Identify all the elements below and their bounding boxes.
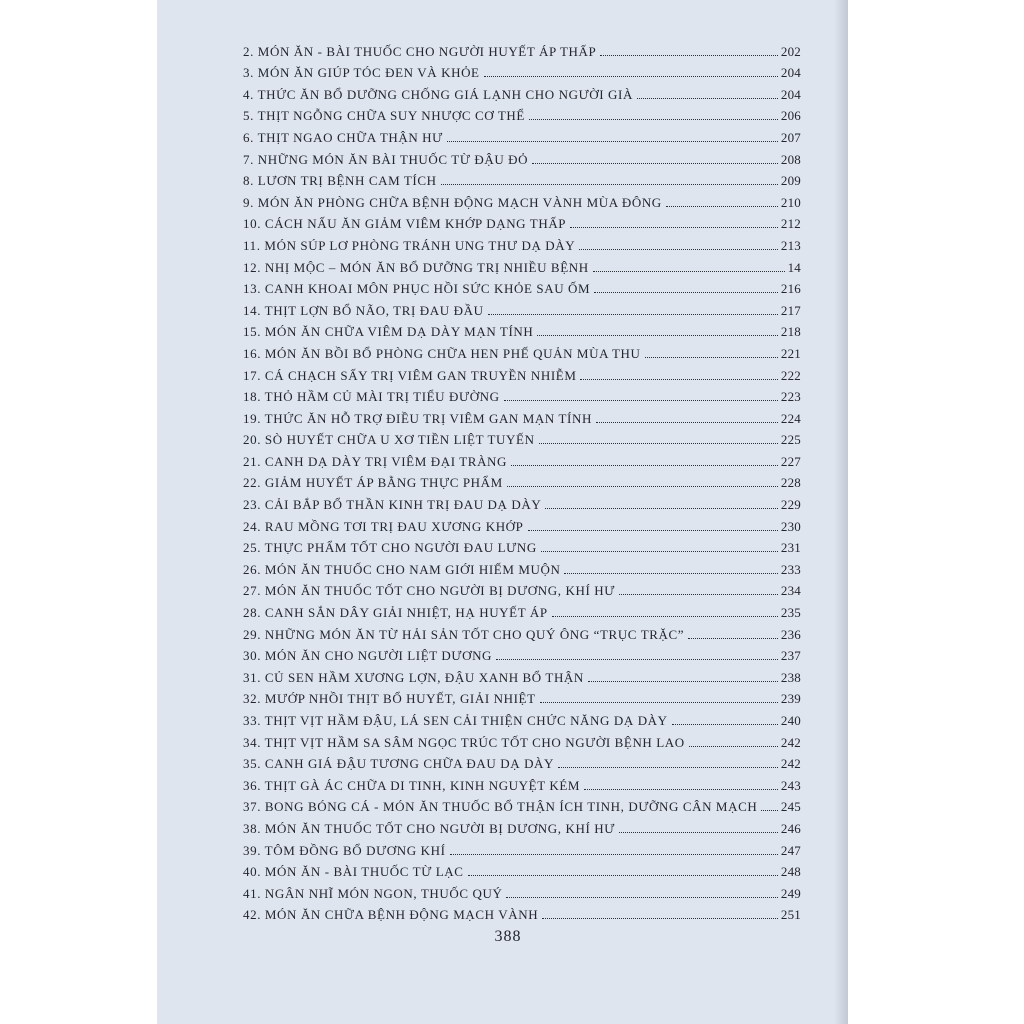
toc-entry-title: 27. MÓN ĂN THUỐC TỐT CHO NGƯỜI BỊ DƯƠNG, KHÍ HƯ: [243, 583, 615, 599]
dot-leader: [541, 551, 778, 552]
toc-entry: [243, 81, 801, 103]
dot-leader: [645, 357, 778, 358]
toc-entry-page: 249: [780, 885, 801, 901]
toc-entry-title: 6. THỊT NGAO CHỮA THẬN HƯ: [243, 129, 443, 145]
toc-entry: [243, 772, 801, 794]
toc-entry: [243, 232, 801, 254]
dot-leader: [619, 594, 778, 595]
toc-entry-title: 23. CẢI BẮP BỔ THẦN KINH TRỊ ĐAU DẠ DÀY: [243, 497, 542, 513]
toc-entry: [243, 276, 801, 298]
dot-leader: [511, 465, 778, 466]
toc-entry-title: 37. BONG BÓNG CÁ - MÓN ĂN THUỐC BỔ THẬN ÍCH TINH, DƯỠNG CÂN MẠCH: [243, 799, 758, 815]
toc-entry: [243, 297, 801, 319]
toc-entry-title: 32. MƯỚP NHỒI THỊT BỔ HUYẾT, GIẢI NHIỆT: [243, 691, 536, 707]
toc-entry-title: 2. MÓN ĂN - BÀI THUỐC CHO NGƯỜI HUYẾT ÁP THẤP: [243, 43, 597, 59]
toc-entry-page: 228: [780, 475, 801, 491]
dot-leader: [545, 508, 778, 509]
toc-entry: [243, 535, 801, 557]
toc-entry-page: 246: [780, 820, 801, 836]
dot-leader: [537, 335, 778, 336]
toc-entry-title: 13. CANH KHOAI MÔN PHỤC HỒI SỨC KHỎE SAU ỐM: [243, 281, 591, 297]
toc-entry-page: 222: [780, 367, 801, 383]
table-of-contents: [243, 38, 801, 923]
toc-entry-page: 14: [787, 259, 801, 275]
toc-entry-page: 242: [780, 734, 801, 750]
toc-entry: [243, 794, 801, 816]
toc-entry-title: 33. THỊT VỊT HẦM ĐẬU, LÁ SEN CẢI THIỆN CHỨC NĂNG DẠ DÀY: [243, 713, 668, 728]
toc-entry-title: 10. CÁCH NẤU ĂN GIẢM VIÊM KHỚP DẠNG THẤP: [243, 216, 567, 232]
toc-entry-page: 209: [780, 173, 801, 189]
toc-entry-page: 230: [780, 518, 801, 534]
toc-entry-page: 221: [780, 345, 801, 361]
toc-entry: [243, 686, 801, 708]
toc-entry: [243, 815, 801, 837]
toc-entry-title: 42. MÓN ĂN CHỮA BỆNH ĐỘNG MẠCH VÀNH: [243, 907, 539, 923]
toc-entry: [243, 902, 801, 924]
toc-entry-page: 247: [780, 842, 801, 858]
dot-leader: [600, 55, 778, 56]
toc-entry-title: 14. THỊT LỢN BỔ NÃO, TRỊ ĐAU ĐẦU: [243, 302, 484, 318]
dot-leader: [468, 875, 778, 876]
toc-entry-title: 40. MÓN ĂN - BÀI THUỐC TỪ LẠC: [243, 864, 464, 880]
toc-entry: [243, 146, 801, 168]
toc-entry-page: 233: [780, 561, 801, 577]
toc-entry-title: 30. MÓN ĂN CHO NGƯỜI LIỆT DƯƠNG: [243, 648, 493, 664]
dot-leader: [552, 616, 778, 617]
toc-entry-title: 7. NHỮNG MÓN ĂN BÀI THUỐC TỪ ĐẬU ĐỎ: [243, 151, 529, 167]
dot-leader: [496, 659, 778, 660]
toc-entry: [243, 211, 801, 233]
toc-entry-title: 18. THỎ HẦM CỦ MÀI TRỊ TIỂU ĐƯỜNG: [243, 389, 500, 405]
toc-entry-title: 8. LƯƠN TRỊ BỆNH CAM TÍCH: [243, 173, 437, 189]
toc-entry-page: 245: [780, 799, 801, 815]
toc-entry-title: 34. THỊT VỊT HẦM SA SÂM NGỌC TRÚC TỐT CHO NGƯỜI BỆNH LAO: [243, 734, 685, 750]
toc-entry-page: 204: [780, 65, 801, 81]
dot-leader: [558, 767, 778, 768]
toc-entry-page: 234: [780, 583, 801, 599]
toc-entry: [243, 448, 801, 470]
toc-entry-page: 216: [780, 281, 801, 297]
toc-entry-page: 218: [780, 324, 801, 340]
dot-leader: [596, 422, 778, 423]
toc-entry-title: 3. MÓN ĂN GIÚP TÓC ĐEN VÀ KHỎE: [243, 65, 480, 81]
toc-entry: [243, 189, 801, 211]
toc-entry-page: 224: [780, 410, 801, 426]
toc-entry-page: 240: [780, 713, 801, 728]
dot-leader: [540, 702, 778, 703]
toc-entry-page: 239: [780, 691, 801, 707]
background-left: [0, 0, 157, 1024]
toc-entry: [243, 254, 801, 276]
toc-entry-page: 248: [780, 864, 801, 880]
toc-entry-title: 4. THỨC ĂN BỔ DƯỠNG CHỐNG GIÁ LẠNH CHO NGƯỜI GIÀ: [243, 86, 633, 102]
toc-entry-page: 213: [780, 237, 801, 253]
toc-entry-page: 204: [780, 86, 801, 102]
toc-entry-page: 225: [780, 432, 801, 448]
dot-leader: [450, 854, 778, 855]
dot-leader: [528, 530, 778, 531]
toc-entry-title: 31. CỦ SEN HẦM XƯƠNG LỢN, ĐẬU XANH BỔ THẬN: [243, 669, 584, 685]
toc-entry-title: 12. NHỊ MỘC – MÓN ĂN BỔ DƯỠNG TRỊ NHIỀU BỆNH: [243, 259, 589, 275]
toc-entry-title: 29. NHỮNG MÓN ĂN TỪ HẢI SẢN TỐT CHO QUÝ ÔNG “TRỤC TRẶC”: [243, 626, 685, 642]
dot-leader: [584, 789, 778, 790]
toc-entry: [243, 491, 801, 513]
toc-entry: [243, 556, 801, 578]
dot-leader: [619, 832, 778, 833]
toc-entry-page: 208: [780, 151, 801, 167]
toc-entry-page: 206: [780, 108, 801, 124]
dot-leader: [447, 141, 778, 142]
toc-entry-page: 223: [780, 389, 801, 405]
toc-entry-title: 35. CANH GIÁ ĐẬU TƯƠNG CHỮA ĐAU DẠ DÀY: [243, 756, 555, 772]
toc-entry-title: 39. TÔM ĐỒNG BỔ DƯƠNG KHÍ: [243, 842, 446, 858]
toc-entry: [243, 837, 801, 859]
toc-entry: [243, 643, 801, 665]
dot-leader: [504, 400, 778, 401]
dot-leader: [488, 314, 778, 315]
toc-entry: [243, 859, 801, 881]
toc-entry-title: 9. MÓN ĂN PHÒNG CHỮA BỆNH ĐỘNG MẠCH VÀNH MÙA ĐÔNG: [243, 194, 662, 210]
toc-entry-page: 237: [780, 648, 801, 664]
toc-entry: [243, 362, 801, 384]
toc-entry: [243, 124, 801, 146]
toc-entry: [243, 103, 801, 125]
dot-leader: [484, 76, 778, 77]
dot-leader: [539, 443, 778, 444]
toc-entry-title: 20. SÒ HUYẾT CHỮA U XƠ TIỀN LIỆT TUYẾN: [243, 432, 535, 448]
toc-entry-title: 41. NGÂN NHĨ MÓN NGON, THUỐC QUÝ: [243, 885, 503, 901]
dot-leader: [441, 184, 778, 185]
toc-entry-title: 11. MÓN SÚP LƠ PHÒNG TRÁNH UNG THƯ DẠ DÀY: [243, 237, 576, 253]
toc-entry-page: 212: [780, 216, 801, 232]
dot-leader: [688, 638, 778, 639]
toc-entry-page: 210: [780, 194, 801, 210]
dot-leader: [672, 724, 778, 725]
toc-entry-page: 229: [780, 497, 801, 513]
dot-leader: [570, 227, 778, 228]
toc-entry-page: 238: [780, 669, 801, 685]
page-number: 388: [494, 928, 522, 945]
toc-entry: [243, 470, 801, 492]
toc-entry-title: 26. MÓN ĂN THUỐC CHO NAM GIỚI HIẾM MUỘN: [243, 561, 561, 577]
dot-leader: [761, 810, 778, 811]
dot-leader: [689, 746, 778, 747]
toc-entry: [243, 578, 801, 600]
toc-entry-title: 25. THỰC PHẨM TỐT CHO NGƯỜI ĐAU LƯNG: [243, 540, 537, 556]
toc-entry-title: 17. CÁ CHẠCH SẤY TRỊ VIÊM GAN TRUYỀN NHIỄM: [243, 367, 577, 383]
toc-entry: [243, 664, 801, 686]
toc-entry-page: 207: [780, 129, 801, 145]
dot-leader: [529, 119, 778, 120]
toc-entry: [243, 319, 801, 341]
toc-entry: [243, 38, 801, 60]
toc-entry-title: 36. THỊT GÀ ÁC CHỮA DI TINH, KINH NGUYỆT KÉM: [243, 777, 581, 793]
toc-entry-page: 251: [780, 907, 801, 923]
toc-entry-page: 243: [780, 777, 801, 793]
toc-entry: [243, 729, 801, 751]
dot-leader: [506, 897, 777, 898]
toc-entry-page: 235: [780, 605, 801, 621]
dot-leader: [580, 379, 777, 380]
dot-leader: [637, 98, 778, 99]
dot-leader: [532, 163, 778, 164]
toc-entry-title: 24. RAU MỒNG TƠI TRỊ ĐAU XƯƠNG KHỚP: [243, 518, 524, 534]
toc-entry: [243, 599, 801, 621]
toc-entry: [243, 384, 801, 406]
dot-leader: [564, 573, 777, 574]
toc-entry: [243, 60, 801, 82]
toc-entry: [243, 751, 801, 773]
background-right: [848, 0, 1024, 1024]
dot-leader: [507, 486, 778, 487]
toc-entry: [243, 707, 801, 729]
toc-entry-title: 28. CANH SẮN DÂY GIẢI NHIỆT, HẠ HUYẾT ÁP: [243, 605, 548, 621]
dot-leader: [594, 292, 778, 293]
toc-entry: [243, 880, 801, 902]
toc-entry-title: 38. MÓN ĂN THUỐC TỐT CHO NGƯỜI BỊ DƯƠNG, KHÍ HƯ: [243, 820, 615, 836]
toc-entry-title: 16. MÓN ĂN BỒI BỔ PHÒNG CHỮA HEN PHẾ QUẢN MÙA THU: [243, 345, 641, 361]
dot-leader: [593, 271, 785, 272]
toc-entry-title: 21. CANH DẠ DÀY TRỊ VIÊM ĐẠI TRÀNG: [243, 453, 508, 469]
dot-leader: [542, 918, 778, 919]
toc-entry: [243, 621, 801, 643]
toc-entry: [243, 340, 801, 362]
toc-entry-page: 217: [780, 302, 801, 318]
toc-entry-title: 22. GIẢM HUYẾT ÁP BẰNG THỰC PHẨM: [243, 475, 503, 491]
toc-entry-title: 19. THỨC ĂN HỖ TRỢ ĐIỀU TRỊ VIÊM GAN MẠN TÍNH: [243, 410, 592, 426]
toc-entry: [243, 405, 801, 427]
dot-leader: [666, 206, 778, 207]
toc-entry-page: 236: [780, 626, 801, 642]
toc-entry-page: 242: [780, 756, 801, 772]
toc-entry-page: 231: [780, 540, 801, 556]
toc-entry: [243, 168, 801, 190]
toc-entry-page: 202: [780, 43, 801, 59]
toc-entry-title: 15. MÓN ĂN CHỮA VIÊM DẠ DÀY MẠN TÍNH: [243, 324, 534, 340]
dot-leader: [588, 681, 778, 682]
toc-entry: [243, 513, 801, 535]
toc-entry: [243, 427, 801, 449]
dot-leader: [579, 249, 778, 250]
toc-entry-page: 227: [780, 453, 801, 469]
toc-entry-title: 5. THỊT NGỖNG CHỮA SUY NHƯỢC CƠ THỂ: [243, 108, 525, 124]
